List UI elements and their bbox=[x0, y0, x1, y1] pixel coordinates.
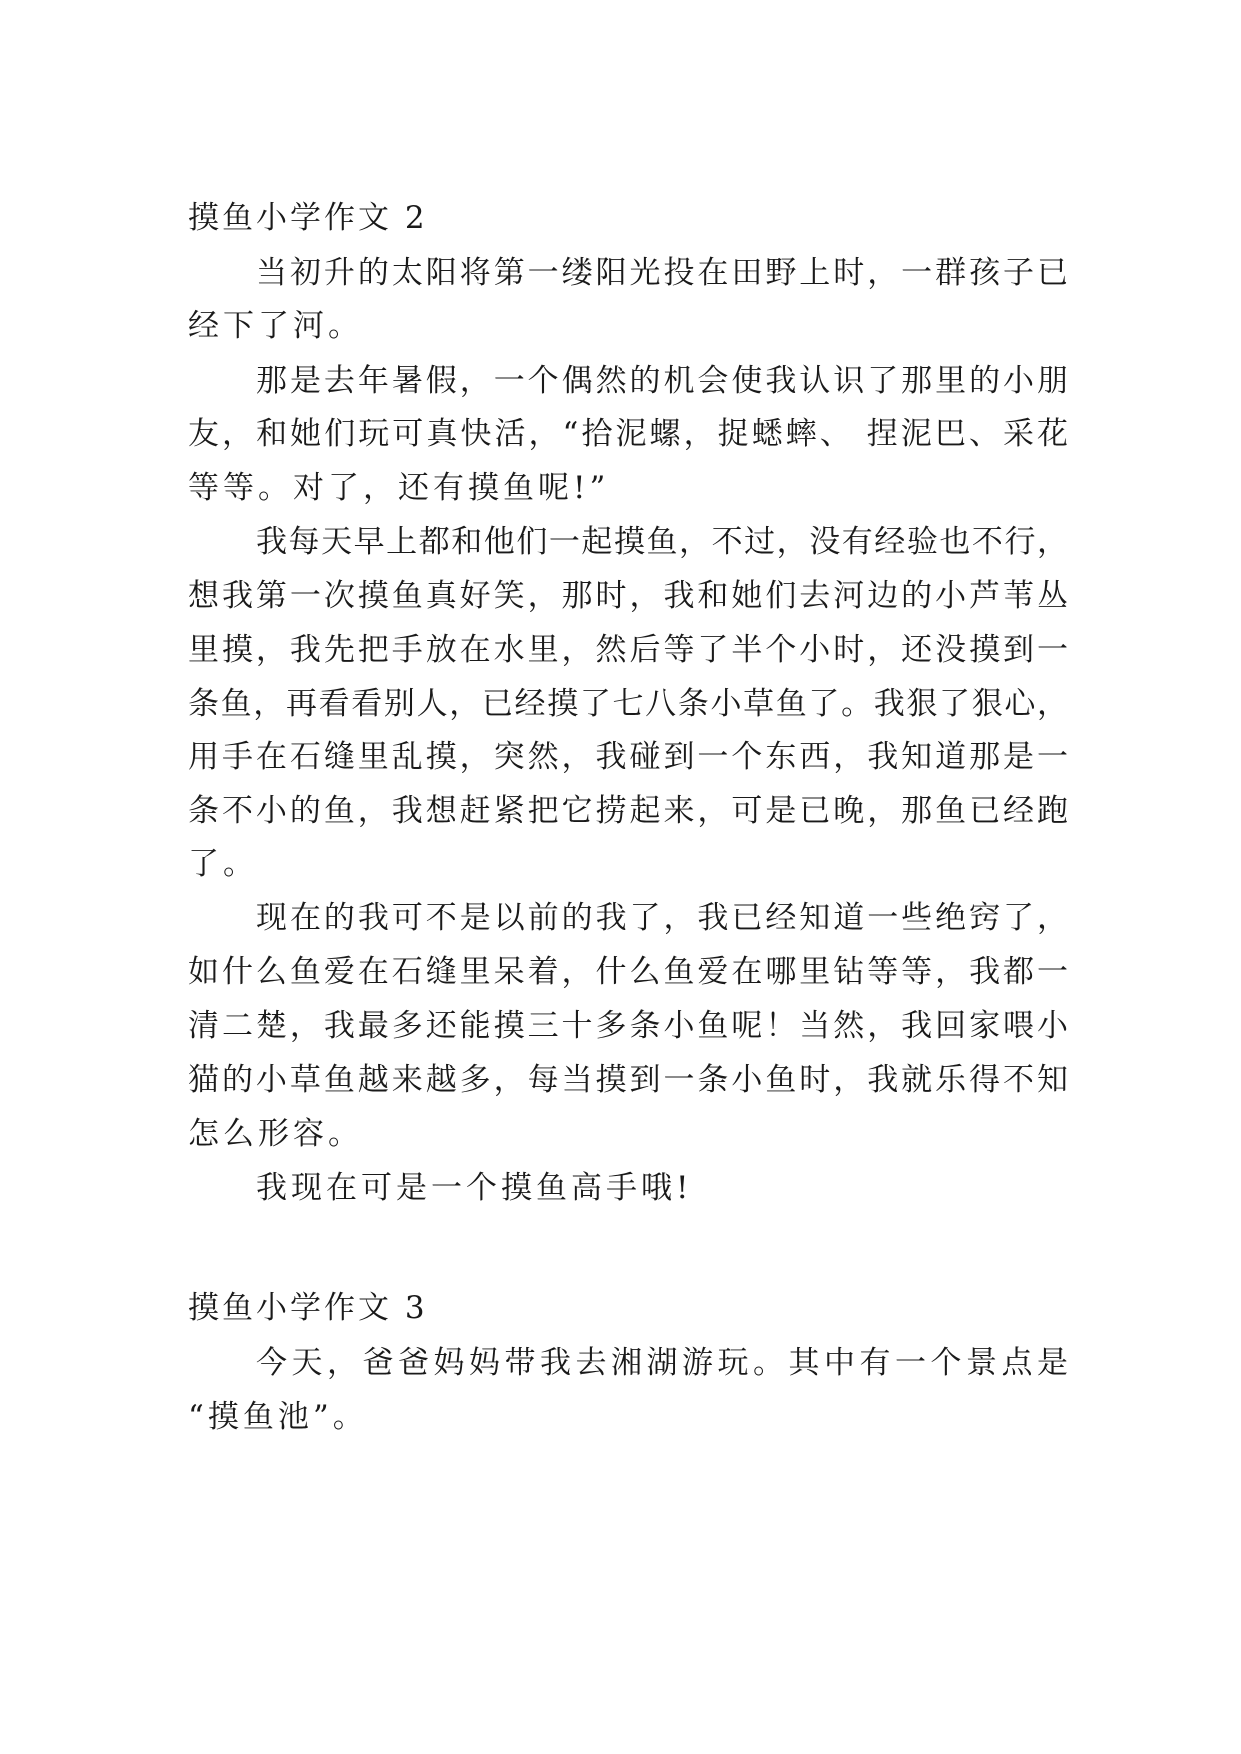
paragraph-line: 了。 bbox=[188, 846, 258, 882]
paragraph-line: 等等。对了，还有摸鱼呢!” bbox=[188, 470, 610, 506]
paragraph-line: 经下了河。 bbox=[188, 308, 363, 344]
paragraph-line: 现在的我可不是以前的我了，我已经知道一些绝窍了， bbox=[256, 900, 1068, 936]
paragraph-line: 想我第一次摸鱼真好笑，那时，我和她们去河边的小芦苇丛 bbox=[188, 578, 1068, 614]
paragraph-line: 友，和她们玩可真快活，“拾泥螺，捉蟋蟀、 捏泥巴、采花 bbox=[188, 416, 1068, 452]
section-title: 摸鱼小学作文 3 bbox=[188, 1290, 428, 1326]
paragraph-line: “摸鱼池”。 bbox=[188, 1399, 368, 1435]
paragraph-line: 清二楚，我最多还能摸三十多条小鱼呢！当然，我回家喂小 bbox=[188, 1008, 1068, 1044]
section-title: 摸鱼小学作文 2 bbox=[188, 200, 428, 236]
paragraph-line: 那是去年暑假，一个偶然的机会使我认识了那里的小朋 bbox=[256, 363, 1068, 399]
paragraph-line: 条鱼，再看看别人，已经摸了七八条小草鱼了。我狠了狠心， bbox=[188, 686, 1068, 722]
paragraph-line: 今天，爸爸妈妈带我去湘湖游玩。其中有一个景点是 bbox=[256, 1345, 1068, 1381]
paragraph-line: 如什么鱼爱在石缝里呆着，什么鱼爱在哪里钻等等，我都一 bbox=[188, 954, 1068, 990]
paragraph-line: 我现在可是一个摸鱼高手哦! bbox=[256, 1170, 693, 1206]
paragraph-line: 我每天早上都和他们一起摸鱼，不过，没有经验也不行， bbox=[256, 524, 1068, 560]
paragraph-line: 当初升的太阳将第一缕阳光投在田野上时，一群孩子已 bbox=[256, 255, 1068, 291]
paragraph-line: 用手在石缝里乱摸，突然，我碰到一个东西，我知道那是一 bbox=[188, 739, 1068, 775]
paragraph-line: 条不小的鱼，我想赶紧把它捞起来，可是已晚，那鱼已经跑 bbox=[188, 793, 1068, 829]
paragraph-line: 怎么形容。 bbox=[188, 1116, 363, 1152]
paragraph-line: 猫的小草鱼越来越多，每当摸到一条小鱼时，我就乐得不知 bbox=[188, 1062, 1068, 1098]
paragraph-line: 里摸，我先把手放在水里，然后等了半个小时，还没摸到一 bbox=[188, 632, 1068, 668]
